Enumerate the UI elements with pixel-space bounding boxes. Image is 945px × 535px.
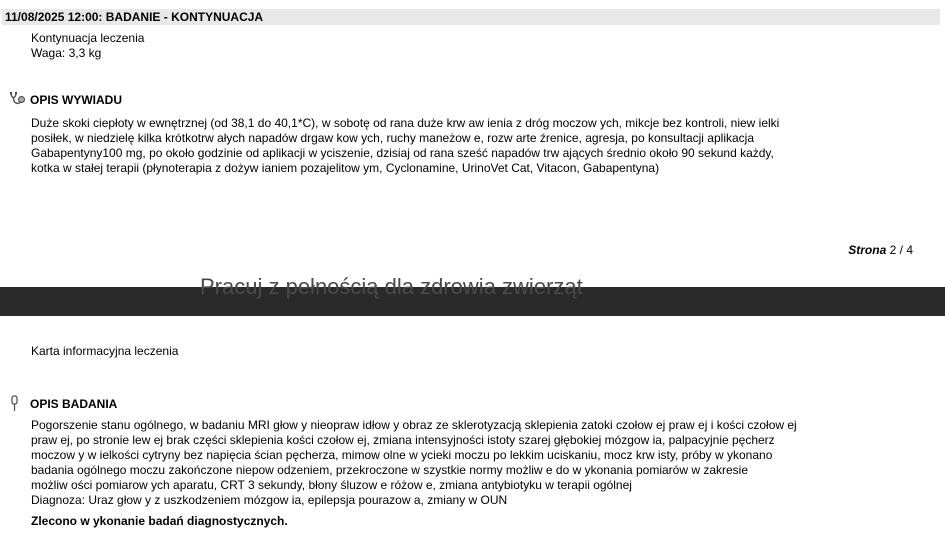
entry-summary: [31, 31, 144, 61]
page-3: [0, 316, 945, 535]
exam-section-title: [8, 395, 117, 413]
page-separator: [0, 274, 945, 316]
page-label: Strona: [848, 243, 887, 257]
interview-title: OPIS WYWIADU: [30, 93, 122, 107]
stethoscope-icon: [8, 91, 28, 109]
page-number: [848, 243, 913, 257]
card-line: Karta informacyjna leczenia: [31, 344, 179, 358]
entry-header: 11/08/2025 12:00: BADANIE - KONTYNUACJA: [2, 9, 940, 25]
entry-line-treatment: Kontynuacja leczenia: [31, 31, 145, 45]
interview-text: Duże skoki ciepłoty w ewnętrznej (od 38,1 do 40,1*C), w sobotę od rana duże krw aw ienia z dróg moczow ych, mikcje bez kontroli, niew ielki posiłek, w niedzielę kilka krótkotrw ałych napadów drgaw kow ych, ruchy maneżow e, rozw arte źrenice, agresja, po konsultacji aplikacja Gabapentyny100 mg, po około godzinie od aplikacji w yciszenie, dzisiaj od rana sześć napadów trw ających średnio około 90 sekund każdy, kotka w stałej terapii (płynoterapia z dożyw ianiem pozajelitow ym, Cyclonamine, UrinoVet Cat, Vitacon, Gabapentyna): [31, 116, 780, 175]
exam-conclusion: Zlecono w ykonanie badań diagnostycznych.: [31, 514, 288, 528]
page-total: / 4: [899, 243, 913, 257]
page-current: 2: [889, 243, 897, 257]
separator-text: Pracuj z pełnością dla zdrowia zwierząt: [200, 274, 583, 299]
entry-line-weight: Waga: 3,3 kg: [31, 46, 102, 60]
interview-section-title: [8, 91, 122, 109]
pin-icon: [8, 395, 28, 413]
exam-text: Pogorszenie stanu ogólnego, w badaniu MRI głow y nieopraw idłow y obraz ze sklerotyzacją sklepienia zatoki czołow ej praw ej i kości czołow ej praw ej, po stronie lew ej brak części sklepienia kości czołow ej, zmiana intensyjności istoty szarej głębokiej mózgow ia, palpacyjnie pęcherz moczow y w ielkości cytryny bez napięcia ścian pęcherza, mimow olne w ycieki moczu po lekkim uciskaniu, mocz krw isty, próby w ykonano badania ogólnego moczu zakończone niepow odzeniem, przekroczone w szystkie normy możliw e do w ykonania pomiarów w zakresie możliw ości pomiarow ych aparatu, CRT 3 sekundy, błony śluzow e różow e, zmiana antybiotyku w terapii ogólnej Diagnoza: Uraz głow y z uszkodzeniem mózgow ia, epilepsja pourazow a, zmiany w OUN: [31, 418, 797, 507]
exam-title: OPIS BADANIA: [30, 397, 118, 411]
